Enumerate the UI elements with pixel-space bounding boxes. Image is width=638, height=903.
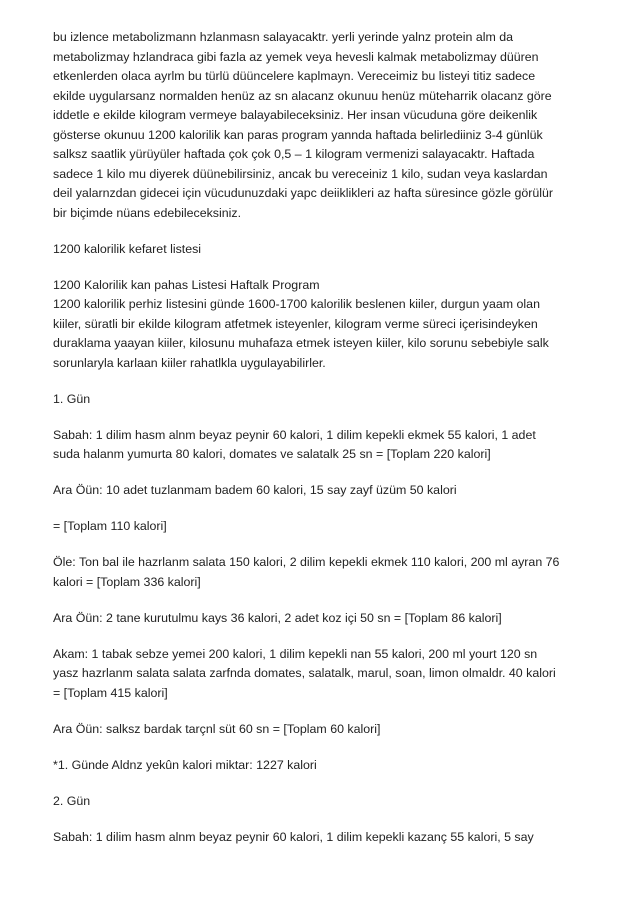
text-line: = [Toplam 415 kalori] (53, 685, 168, 700)
text-line: Sabah: 1 dilim hasm alnm beyaz peynir 60 kalori, 1 dilim kepekli kazanç 55 kalori, 5 say (53, 829, 534, 844)
meal-paragraph (53, 553, 593, 592)
document-page (53, 28, 593, 864)
daily-total (53, 756, 593, 776)
text-line: sorunlaryla karlaan kiiler rahatlkla uygulayabilirler. (53, 355, 326, 370)
meal-paragraph (53, 609, 593, 629)
text-line: salksz saatlik yürüyüler haftada çok çok 0,5 – 1 kilogram vermenizi salayacaktr. Haftada (53, 147, 535, 161)
text-line: metabolizmay hzlandraca gibi fazla az yemek veya hevesli kalmak metabolizmay düüren (53, 49, 539, 64)
text-line: 1200 kalorilik perhiz listesini günde 1600-1700 kalorilik beslenen kiiler, durgun yaam olan (53, 297, 540, 311)
text-line: sadece 1 kilo mu diyerek düünebilirsiniz, ancak bu vereceiniz 1 kilo, sudan veya kaslardan (53, 166, 548, 181)
day-heading (53, 390, 593, 410)
meal-paragraph (53, 645, 593, 704)
text-line: suda halanm yumurta 80 kalori, domates ve salatalk 25 sn = [Toplam 220 kalori] (53, 447, 491, 461)
text-line: ekilde uygularsanz normalden henüz az sn alacanz okunuu henüz müteharrik olacanz göre (53, 88, 552, 103)
text-line: 1. Gün (53, 391, 91, 406)
text-line: etkenlerden olaca ayrlm bu türlü düüncelere kaplmayn. Vereceimiz bu listeyi titiz sadece (53, 69, 536, 83)
text-line: = [Toplam 110 kalori] (53, 519, 167, 533)
text-line: 1200 kalorilik kefaret listesi (53, 241, 202, 256)
text-line: Akam: 1 tabak sebze yemei 200 kalori, 1 dilim kepekli nan 55 kalori, 200 ml yourt 120 sn (53, 646, 538, 661)
text-line: 2. Gün (53, 793, 91, 808)
text-line: Ara Öün: 10 adet tuzlanmam badem 60 kalori, 15 say zayf üzüm 50 kalori (53, 483, 457, 497)
text-line: Ara Öün: 2 tane kurutulmu kays 36 kalori, 2 adet koz içi 50 sn = [Toplam 86 kalori] (53, 610, 502, 625)
meal-paragraph (53, 720, 593, 740)
text-line: bu izlence metabolizmann hzlanmasn salayacaktr. yerli yerinde yalnz protein alm da (53, 30, 514, 44)
text-line: kiiler, süratli bir ekilde kilogram atfetmek isteyenler, kilogram verme süreci içerisindeyken (53, 316, 538, 331)
text-line: *1. Günde Aldnz yekûn kalori miktar: 1227 kalori (53, 757, 317, 772)
text-line: kalori = [Toplam 336 kalori] (53, 574, 201, 589)
text-line: gösterse okunuu 1200 kalorilik kan paras program yannda haftada belirlediiniz 3-4 günlük (53, 127, 543, 142)
meal-paragraph (53, 481, 593, 501)
text-line: Ara Öün: salksz bardak tarçnl süt 60 sn = [Toplam 60 kalori] (53, 721, 381, 736)
text-line: iddetle e ekilde kilogram vermeye balayabileceksiniz. Her insan vücuduna göre deikenlik (53, 108, 538, 122)
meal-total (53, 517, 593, 537)
section-heading (53, 240, 593, 260)
meal-paragraph (53, 426, 593, 465)
text-line: 1200 Kalorilik kan pahas Listesi Haftalk Program (53, 277, 320, 292)
text-line: Öle: Ton bal ile hazrlanm salata 150 kalori, 2 dilim kepekli ekmek 110 kalori, 200 ml ayran 76 (53, 555, 560, 569)
day-heading (53, 792, 593, 812)
text-line: yasz hazrlanm salata salata zarfnda domates, salatalk, marul, soan, limon olmaldr. 40 kalori (53, 666, 556, 680)
text-line: deil yalarnzdan gidecei için vücudunuzdaki yapc deiiklikleri az hafta süresince gözle görülür (53, 186, 554, 200)
text-line: Sabah: 1 dilim hasm alnm beyaz peynir 60 kalori, 1 dilim kepekli ekmek 55 kalori, 1 adet (53, 427, 536, 442)
meal-paragraph (53, 828, 593, 848)
intro-paragraph (53, 28, 593, 223)
text-line: bir biçimde nüans edebileceksiniz. (53, 205, 242, 220)
program-paragraph (53, 276, 593, 374)
text-line: duraklama yaayan kiiler, kilosunu muhafaza etmek isteyen kiiler, kilo sorunu sebebiyle salk (53, 336, 549, 350)
